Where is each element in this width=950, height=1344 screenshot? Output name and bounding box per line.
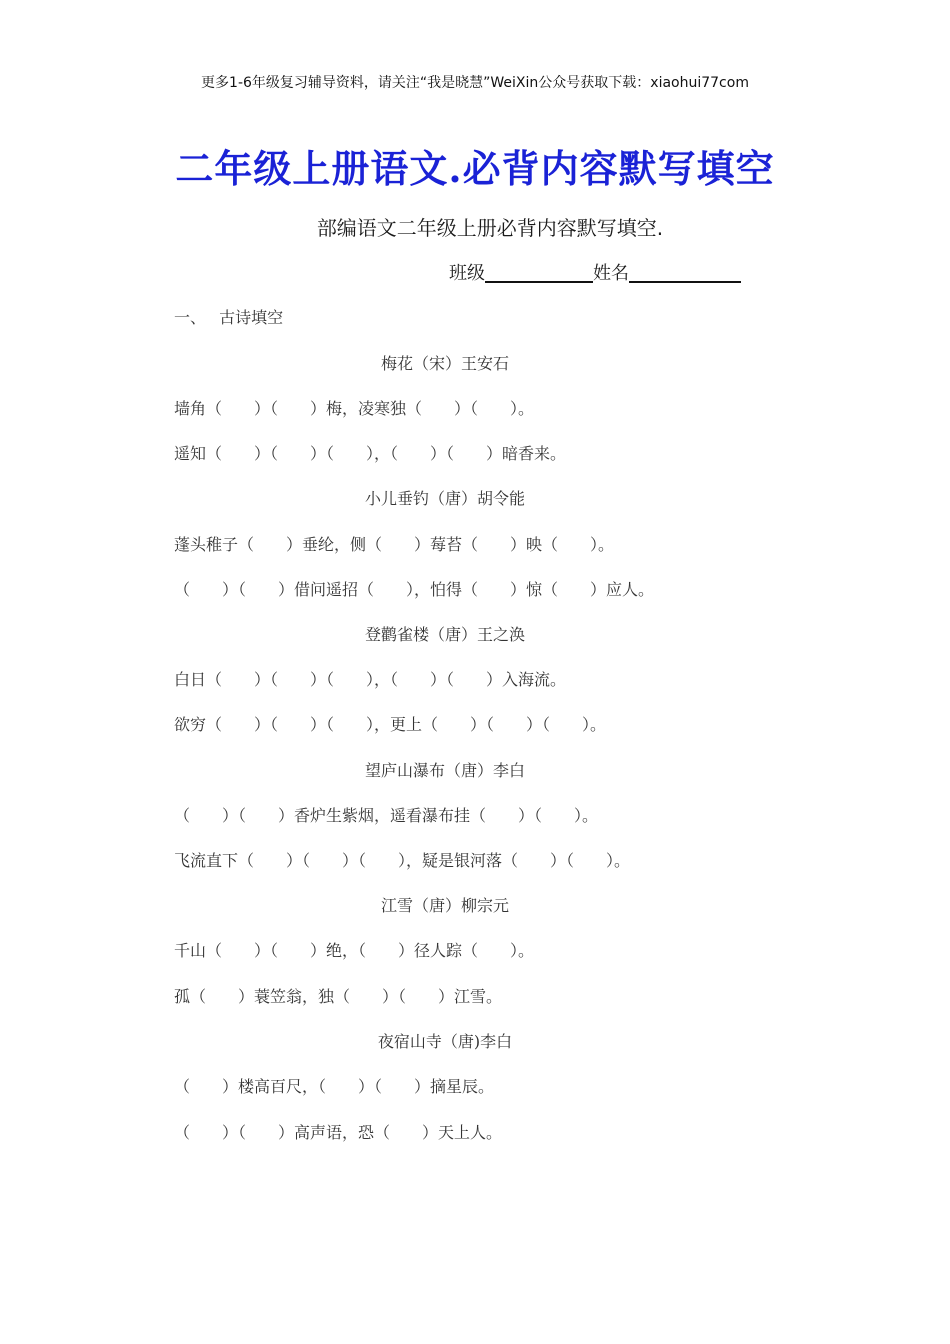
poem-line: 蓬头稚子（ ）垂纶，侧（ ）莓苔（ ）映（ ）。 <box>174 535 615 554</box>
name-label: 姓名 <box>593 263 629 284</box>
poem-title: 望庐山瀑布（唐）李白 <box>364 761 525 780</box>
poem-line: 欲穷（ ）（ ）（ ），更上（ ）（ ）（ ）。 <box>174 715 607 734</box>
poem-title: 登鹳雀楼（唐）王之涣 <box>364 625 525 644</box>
poem-title: 小儿垂钓（唐）胡令能 <box>364 489 525 508</box>
class-blank[interactable] <box>485 261 593 283</box>
poem-line: 孤（ ）蓑笠翁，独（ ）（ ）江雪。 <box>174 987 503 1006</box>
poem-line: 墙角（ ）（ ）梅，凌寒独（ ）（ ）。 <box>174 399 535 418</box>
class-label: 班级 <box>449 263 485 284</box>
poem-line: （ ）（ ）借问遥招（ ），怕得（ ）惊（ ）应人。 <box>174 580 655 599</box>
subtitle: 部编语文二年级上册必背内容默写填空. <box>316 216 664 240</box>
poem-line: （ ）（ ）香炉生紫烟，遥看瀑布挂（ ）（ ）。 <box>174 806 599 825</box>
poem-title: 江雪（唐）柳宗元 <box>380 896 509 915</box>
name-blank[interactable] <box>629 261 741 283</box>
poem-line: 白日（ ）（ ）（ ），（ ）（ ）入海流。 <box>174 670 567 689</box>
poem-line: （ ）（ ）高声语，恐（ ）天上人。 <box>174 1123 503 1142</box>
poem-title: 夜宿山寺（唐)李白 <box>377 1032 513 1051</box>
header-note: 更多1-6年级复习辅导资料，请关注“我是晓慧”WeiXin公众号获取下载：xiaohui77com <box>201 75 749 91</box>
poem-line: 飞流直下（ ）（ ）（ ），疑是银河落（ ）（ ）。 <box>174 851 631 870</box>
poem-line: 遥知（ ）（ ）（ ），（ ）（ ）暗香来。 <box>174 444 567 463</box>
student-info-row <box>449 259 741 285</box>
poem-title: 梅花（宋）王安石 <box>380 354 509 373</box>
poem-line: （ ）楼高百尺，（ ）（ ）摘星辰。 <box>174 1077 495 1096</box>
section-heading: 一、 古诗填空 <box>174 308 284 327</box>
poem-line: 千山（ ）（ ）绝，（ ）径人踪（ ）。 <box>174 941 535 960</box>
main-title: 二年级上册语文.必背内容默写填空 <box>175 146 775 191</box>
